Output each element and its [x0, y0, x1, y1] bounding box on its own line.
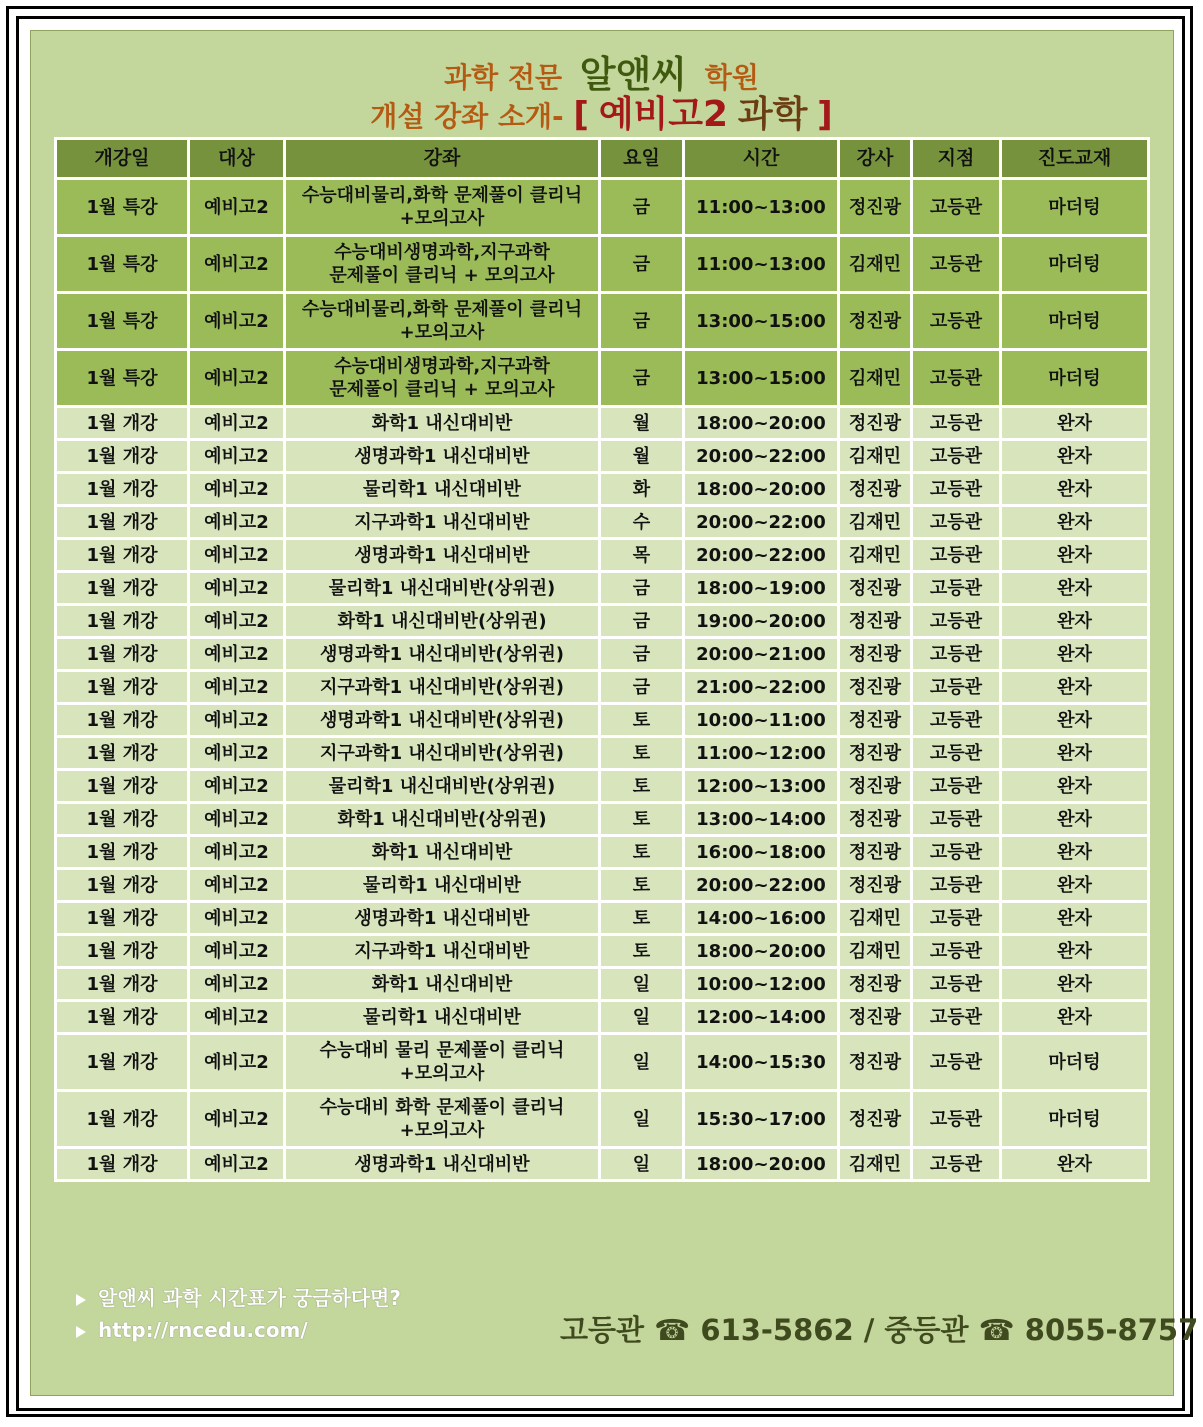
book-cell: 마더텅: [1001, 236, 1149, 293]
book-cell: 마더텅: [1001, 1034, 1149, 1091]
target-cell: 예비고2: [189, 836, 285, 869]
column-header: 대상: [189, 139, 285, 179]
course-cell: [285, 935, 600, 968]
table-row: [56, 671, 1149, 704]
teacher-cell: 김재민: [839, 506, 912, 539]
course-line: 물리학1 내신대비반: [363, 874, 521, 896]
book-cell: 완자: [1001, 440, 1149, 473]
time-cell: 19:00~20:00: [684, 605, 839, 638]
time-cell: 18:00~20:00: [684, 935, 839, 968]
course-line: 화학1 내신대비반: [371, 841, 513, 863]
teacher-cell: 정진광: [839, 605, 912, 638]
day-cell: 토: [600, 902, 684, 935]
branch-cell: 고등관: [912, 440, 1001, 473]
course-line: 생명과학1 내신대비반(상위권): [320, 643, 564, 665]
teacher-cell: 정진광: [839, 638, 912, 671]
book-cell: 완자: [1001, 572, 1149, 605]
start-cell: 1월 개강: [56, 1148, 189, 1181]
book-cell: 마더텅: [1001, 1091, 1149, 1148]
table-row: [56, 473, 1149, 506]
time-cell: 18:00~19:00: [684, 572, 839, 605]
day-cell: 금: [600, 572, 684, 605]
course-line: 화학1 내신대비반: [371, 412, 513, 434]
target-cell: 예비고2: [189, 869, 285, 902]
branch-cell: 고등관: [912, 572, 1001, 605]
book-cell: 완자: [1001, 836, 1149, 869]
book-cell: 완자: [1001, 539, 1149, 572]
table-row: [56, 1034, 1149, 1091]
day-cell: 일: [600, 1091, 684, 1148]
column-header: 진도교재: [1001, 139, 1149, 179]
course-line: 지구과학1 내신대비반(상위권): [320, 676, 564, 698]
time-cell: 14:00~16:00: [684, 902, 839, 935]
target-cell: 예비고2: [189, 293, 285, 350]
bullet-arrow-icon: [76, 1326, 86, 1338]
target-cell: 예비고2: [189, 1091, 285, 1148]
contact-phones: 고등관 ☎ 613-5862 / 중등관 ☎ 8055-8757: [560, 1313, 1199, 1347]
book-cell: 완자: [1001, 704, 1149, 737]
course-cell: [285, 671, 600, 704]
timetable-question: [76, 1282, 401, 1311]
branch-cell: 고등관: [912, 473, 1001, 506]
branch-cell: 고등관: [912, 869, 1001, 902]
start-cell: 1월 개강: [56, 407, 189, 440]
course-line: 생명과학1 내신대비반: [354, 544, 530, 566]
start-cell: 1월 개강: [56, 704, 189, 737]
book-cell: 완자: [1001, 605, 1149, 638]
column-header: 개강일: [56, 139, 189, 179]
book-cell: 완자: [1001, 968, 1149, 1001]
time-cell: 18:00~20:00: [684, 473, 839, 506]
course-cell: [285, 293, 600, 350]
course-cell: [285, 704, 600, 737]
book-cell: 완자: [1001, 902, 1149, 935]
course-line: 생명과학1 내신대비반: [354, 907, 530, 929]
start-cell: 1월 특강: [56, 236, 189, 293]
branch-cell: 고등관: [912, 1034, 1001, 1091]
close-bracket: ]: [817, 95, 833, 135]
course-line: 수능대비물리,화학 문제풀이 클리닉: [301, 185, 583, 206]
target-cell: 예비고2: [189, 236, 285, 293]
day-cell: 월: [600, 407, 684, 440]
table-row: [56, 1001, 1149, 1034]
course-line: 지구과학1 내신대비반: [354, 940, 530, 962]
course-cell: [285, 902, 600, 935]
teacher-cell: 정진광: [839, 869, 912, 902]
target-cell: 예비고2: [189, 1148, 285, 1181]
branch-cell: 고등관: [912, 836, 1001, 869]
teacher-cell: 정진광: [839, 1091, 912, 1148]
target-cell: 예비고2: [189, 179, 285, 236]
course-line: 지구과학1 내신대비반: [354, 511, 530, 533]
course-cell: [285, 968, 600, 1001]
course-cell: [285, 1148, 600, 1181]
start-cell: 1월 특강: [56, 350, 189, 407]
time-cell: 20:00~22:00: [684, 539, 839, 572]
course-title-prefix: 개설 강좌 소개-: [370, 100, 564, 133]
start-cell: 1월 특강: [56, 293, 189, 350]
table-row: [56, 737, 1149, 770]
book-cell: 마더텅: [1001, 293, 1149, 350]
book-cell: 완자: [1001, 1001, 1149, 1034]
start-cell: 1월 개강: [56, 539, 189, 572]
subject-name: 과학: [737, 94, 808, 135]
course-cell: [285, 473, 600, 506]
table-row: [56, 1148, 1149, 1181]
course-cell: [285, 869, 600, 902]
website-url[interactable]: http://rncedu.com/: [98, 1318, 308, 1342]
day-cell: 토: [600, 770, 684, 803]
table-row: [56, 902, 1149, 935]
branch-cell: 고등관: [912, 179, 1001, 236]
time-cell: 13:00~15:00: [684, 350, 839, 407]
target-cell: 예비고2: [189, 704, 285, 737]
day-cell: 일: [600, 1001, 684, 1034]
branch-cell: 고등관: [912, 1148, 1001, 1181]
day-cell: 수: [600, 506, 684, 539]
branch-cell: 고등관: [912, 1001, 1001, 1034]
course-line: 문제풀이 클리닉 + 모의고사: [329, 379, 555, 400]
table-row: [56, 869, 1149, 902]
target-cell: 예비고2: [189, 539, 285, 572]
time-cell: 20:00~22:00: [684, 506, 839, 539]
start-cell: 1월 개강: [56, 737, 189, 770]
target-cell: 예비고2: [189, 935, 285, 968]
time-cell: 16:00~18:00: [684, 836, 839, 869]
target-cell: 예비고2: [189, 1034, 285, 1091]
open-bracket: [: [573, 95, 589, 135]
timetable-question-text: 알앤씨 과학 시간표가 궁금하다면?: [98, 1286, 401, 1310]
teacher-cell: 김재민: [839, 440, 912, 473]
course-cell: [285, 407, 600, 440]
branch-cell: 고등관: [912, 407, 1001, 440]
branch-cell: 고등관: [912, 737, 1001, 770]
table-row: [56, 539, 1149, 572]
teacher-cell: 정진광: [839, 473, 912, 506]
course-cell: [285, 236, 600, 293]
brand-name: 알앤씨: [579, 53, 688, 96]
branch-cell: 고등관: [912, 638, 1001, 671]
book-cell: 완자: [1001, 737, 1149, 770]
branch-cell: 고등관: [912, 770, 1001, 803]
time-cell: 13:00~14:00: [684, 803, 839, 836]
branch-cell: 고등관: [912, 506, 1001, 539]
time-cell: 14:00~15:30: [684, 1034, 839, 1091]
start-cell: 1월 개강: [56, 1091, 189, 1148]
teacher-cell: 정진광: [839, 770, 912, 803]
time-cell: 10:00~12:00: [684, 968, 839, 1001]
target-cell: 예비고2: [189, 902, 285, 935]
branch-cell: 고등관: [912, 968, 1001, 1001]
start-cell: 1월 개강: [56, 605, 189, 638]
target-cell: 예비고2: [189, 407, 285, 440]
start-cell: 1월 특강: [56, 179, 189, 236]
table-row: [56, 605, 1149, 638]
column-header: 강좌: [285, 139, 600, 179]
start-cell: 1월 개강: [56, 803, 189, 836]
day-cell: 토: [600, 737, 684, 770]
course-line: 수능대비생명과학,지구과학: [334, 242, 550, 263]
target-cell: 예비고2: [189, 605, 285, 638]
time-cell: 12:00~13:00: [684, 770, 839, 803]
table-row: [56, 803, 1149, 836]
book-cell: 완자: [1001, 935, 1149, 968]
course-cell: [285, 539, 600, 572]
course-cell: [285, 179, 600, 236]
start-cell: 1월 개강: [56, 770, 189, 803]
time-cell: 18:00~20:00: [684, 407, 839, 440]
branch-cell: 고등관: [912, 539, 1001, 572]
course-cell: [285, 605, 600, 638]
book-cell: 완자: [1001, 506, 1149, 539]
table-row: [56, 770, 1149, 803]
course-line: 화학1 내신대비반(상위권): [337, 610, 547, 632]
course-line: +모의고사: [399, 1063, 485, 1084]
target-cell: 예비고2: [189, 506, 285, 539]
day-cell: 금: [600, 293, 684, 350]
column-header: 요일: [600, 139, 684, 179]
table-row: [56, 179, 1149, 236]
target-cell: 예비고2: [189, 803, 285, 836]
target-cell: 예비고2: [189, 638, 285, 671]
course-line: 수능대비물리,화학 문제풀이 클리닉: [301, 299, 583, 320]
course-line: 물리학1 내신대비반(상위권): [328, 775, 556, 797]
course-cell: [285, 1034, 600, 1091]
book-cell: 완자: [1001, 1148, 1149, 1181]
branch-cell: 고등관: [912, 1091, 1001, 1148]
day-cell: 일: [600, 1034, 684, 1091]
table-row: [56, 350, 1149, 407]
time-cell: 11:00~13:00: [684, 179, 839, 236]
course-cell: [285, 440, 600, 473]
branch-cell: 고등관: [912, 803, 1001, 836]
course-cell: [285, 1001, 600, 1034]
course-line: 물리학1 내신대비반(상위권): [328, 577, 556, 599]
teacher-cell: 김재민: [839, 236, 912, 293]
teacher-cell: 정진광: [839, 671, 912, 704]
branch-cell: 고등관: [912, 935, 1001, 968]
course-line: 지구과학1 내신대비반(상위권): [320, 742, 564, 764]
target-cell: 예비고2: [189, 350, 285, 407]
course-line: 수능대비 화학 문제풀이 클리닉: [319, 1097, 565, 1118]
start-cell: 1월 개강: [56, 638, 189, 671]
target-cell: 예비고2: [189, 1001, 285, 1034]
target-cell: 예비고2: [189, 737, 285, 770]
teacher-cell: 정진광: [839, 704, 912, 737]
branch-cell: 고등관: [912, 236, 1001, 293]
start-cell: 1월 개강: [56, 1001, 189, 1034]
table-row: [56, 293, 1149, 350]
title-prefix: 과학 전문: [444, 61, 563, 94]
start-cell: 1월 개강: [56, 1034, 189, 1091]
title-suffix: 학원: [704, 61, 759, 94]
time-cell: 20:00~22:00: [684, 869, 839, 902]
table-row: [56, 407, 1149, 440]
target-grade: 예비고2: [598, 94, 729, 135]
day-cell: 일: [600, 1148, 684, 1181]
book-cell: 완자: [1001, 803, 1149, 836]
course-cell: [285, 737, 600, 770]
course-cell: [285, 1091, 600, 1148]
column-header: 지점: [912, 139, 1001, 179]
day-cell: 금: [600, 605, 684, 638]
time-cell: 20:00~22:00: [684, 440, 839, 473]
course-line: 물리학1 내신대비반: [363, 478, 521, 500]
website-link[interactable]: [76, 1318, 308, 1342]
time-cell: 11:00~12:00: [684, 737, 839, 770]
teacher-cell: 김재민: [839, 539, 912, 572]
table-row: [56, 236, 1149, 293]
day-cell: 토: [600, 935, 684, 968]
day-cell: 금: [600, 236, 684, 293]
teacher-cell: 김재민: [839, 935, 912, 968]
time-cell: 12:00~14:00: [684, 1001, 839, 1034]
target-cell: 예비고2: [189, 671, 285, 704]
course-cell: [285, 638, 600, 671]
teacher-cell: 김재민: [839, 350, 912, 407]
time-cell: 20:00~21:00: [684, 638, 839, 671]
branch-cell: 고등관: [912, 605, 1001, 638]
course-line: 생명과학1 내신대비반: [354, 445, 530, 467]
target-cell: 예비고2: [189, 473, 285, 506]
day-cell: 금: [600, 179, 684, 236]
teacher-cell: 정진광: [839, 293, 912, 350]
teacher-cell: 김재민: [839, 902, 912, 935]
day-cell: 일: [600, 968, 684, 1001]
start-cell: 1월 개강: [56, 506, 189, 539]
target-cell: 예비고2: [189, 572, 285, 605]
teacher-cell: 정진광: [839, 836, 912, 869]
table-row: [56, 506, 1149, 539]
course-line: 생명과학1 내신대비반: [354, 1153, 530, 1175]
start-cell: 1월 개강: [56, 836, 189, 869]
day-cell: 금: [600, 350, 684, 407]
branch-cell: 고등관: [912, 671, 1001, 704]
schedule-table: [54, 137, 1150, 1182]
book-cell: 완자: [1001, 770, 1149, 803]
table-row: [56, 638, 1149, 671]
teacher-cell: 정진광: [839, 1034, 912, 1091]
course-cell: [285, 506, 600, 539]
course-title: [0, 86, 1203, 137]
book-cell: 마더텅: [1001, 179, 1149, 236]
start-cell: 1월 개강: [56, 572, 189, 605]
day-cell: 금: [600, 671, 684, 704]
table-row: [56, 1091, 1149, 1148]
course-line: 문제풀이 클리닉 + 모의고사: [329, 265, 555, 286]
branch-cell: 고등관: [912, 350, 1001, 407]
book-cell: 완자: [1001, 638, 1149, 671]
course-line: 화학1 내신대비반: [371, 973, 513, 995]
day-cell: 토: [600, 803, 684, 836]
course-line: 생명과학1 내신대비반(상위권): [320, 709, 564, 731]
book-cell: 완자: [1001, 407, 1149, 440]
table-row: [56, 935, 1149, 968]
branch-cell: 고등관: [912, 704, 1001, 737]
target-cell: 예비고2: [189, 440, 285, 473]
teacher-cell: 정진광: [839, 572, 912, 605]
time-cell: 13:00~15:00: [684, 293, 839, 350]
course-line: +모의고사: [399, 1120, 485, 1141]
course-cell: [285, 836, 600, 869]
course-line: 수능대비생명과학,지구과학: [334, 356, 550, 377]
book-cell: 마더텅: [1001, 350, 1149, 407]
teacher-cell: 정진광: [839, 737, 912, 770]
teacher-cell: 정진광: [839, 407, 912, 440]
course-line: 화학1 내신대비반(상위권): [337, 808, 547, 830]
teacher-cell: 김재민: [839, 1148, 912, 1181]
start-cell: 1월 개강: [56, 968, 189, 1001]
target-cell: 예비고2: [189, 770, 285, 803]
teacher-cell: 정진광: [839, 803, 912, 836]
day-cell: 금: [600, 638, 684, 671]
time-cell: 21:00~22:00: [684, 671, 839, 704]
day-cell: 토: [600, 836, 684, 869]
course-cell: [285, 770, 600, 803]
branch-cell: 고등관: [912, 902, 1001, 935]
start-cell: 1월 개강: [56, 440, 189, 473]
table-row: [56, 704, 1149, 737]
start-cell: 1월 개강: [56, 935, 189, 968]
teacher-cell: 정진광: [839, 968, 912, 1001]
course-cell: [285, 572, 600, 605]
day-cell: 토: [600, 869, 684, 902]
day-cell: 토: [600, 704, 684, 737]
column-header: 강사: [839, 139, 912, 179]
bullet-arrow-icon: [76, 1294, 86, 1306]
start-cell: 1월 개강: [56, 902, 189, 935]
table-row: [56, 440, 1149, 473]
teacher-cell: 정진광: [839, 1001, 912, 1034]
course-line: +모의고사: [399, 208, 485, 229]
start-cell: 1월 개강: [56, 671, 189, 704]
time-cell: 18:00~20:00: [684, 1148, 839, 1181]
day-cell: 화: [600, 473, 684, 506]
course-line: 수능대비 물리 문제풀이 클리닉: [319, 1040, 565, 1061]
target-cell: 예비고2: [189, 968, 285, 1001]
start-cell: 1월 개강: [56, 869, 189, 902]
time-cell: 11:00~13:00: [684, 236, 839, 293]
course-line: +모의고사: [399, 322, 485, 343]
time-cell: 10:00~11:00: [684, 704, 839, 737]
branch-cell: 고등관: [912, 293, 1001, 350]
course-cell: [285, 350, 600, 407]
table-row: [56, 836, 1149, 869]
book-cell: 완자: [1001, 671, 1149, 704]
start-cell: 1월 개강: [56, 473, 189, 506]
teacher-cell: 정진광: [839, 179, 912, 236]
table-row: [56, 572, 1149, 605]
table-header-row: [56, 139, 1149, 179]
time-cell: 15:30~17:00: [684, 1091, 839, 1148]
day-cell: 목: [600, 539, 684, 572]
day-cell: 월: [600, 440, 684, 473]
table-row: [56, 968, 1149, 1001]
column-header: 시간: [684, 139, 839, 179]
course-line: 물리학1 내신대비반: [363, 1006, 521, 1028]
book-cell: 완자: [1001, 869, 1149, 902]
book-cell: 완자: [1001, 473, 1149, 506]
course-cell: [285, 803, 600, 836]
